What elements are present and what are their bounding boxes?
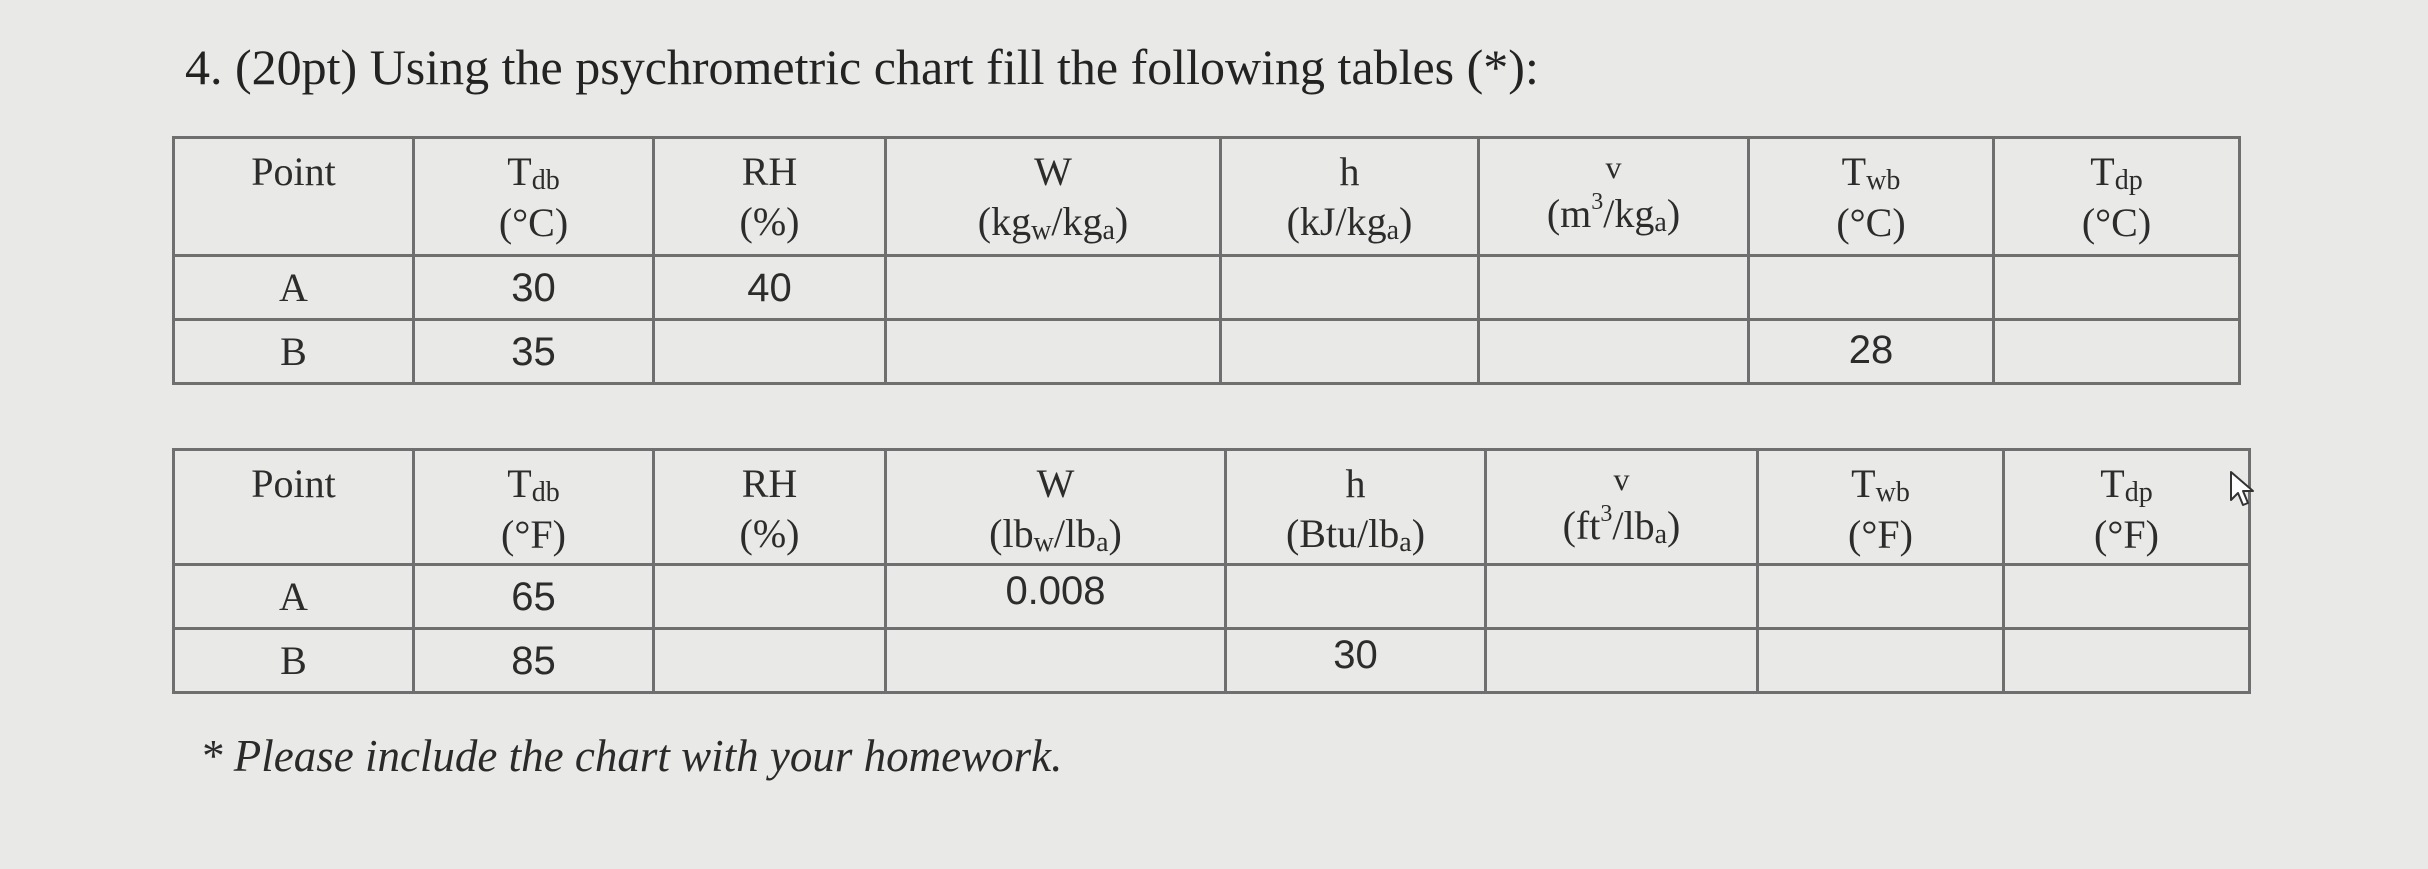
table-row — [174, 565, 2250, 629]
cell-w[interactable]: 0.008 — [886, 565, 1226, 629]
cell-tdp[interactable] — [1994, 320, 2240, 384]
cell-rh[interactable] — [654, 629, 886, 693]
header-point: Point — [174, 450, 414, 565]
cell-tdb[interactable]: 35 — [414, 320, 654, 384]
cell-point: B — [174, 320, 414, 384]
cell-w[interactable] — [886, 629, 1226, 693]
cell-twb[interactable]: 28 — [1749, 320, 1994, 384]
header-twb: $T_{wb}$ (°F) — [1758, 450, 2004, 565]
cell-tdp[interactable] — [2004, 565, 2250, 629]
mouse-cursor-icon — [2228, 470, 2260, 510]
cell-w[interactable] — [886, 256, 1221, 320]
cell-point: A — [174, 565, 414, 629]
header-specific-volume: v $(ft^3/lb_a)$ — [1486, 450, 1758, 565]
cell-tdb[interactable]: 30 — [414, 256, 654, 320]
ip-units-table — [172, 448, 2251, 694]
header-humidity-ratio: W $(lb_w/lb_a)$ — [886, 450, 1226, 565]
header-rh: RH (%) — [654, 138, 886, 256]
header-humidity-ratio: W $(kg_w/kg_a)$ — [886, 138, 1221, 256]
header-point: Point — [174, 138, 414, 256]
cell-v[interactable] — [1486, 565, 1758, 629]
cell-tdp[interactable] — [1994, 256, 2240, 320]
header-twb: $T_{wb}$ (°C) — [1749, 138, 1994, 256]
cell-twb[interactable] — [1758, 565, 2004, 629]
table-row — [174, 629, 2250, 693]
cell-v[interactable] — [1479, 256, 1749, 320]
cell-tdp[interactable] — [2004, 629, 2250, 693]
header-tdb: $T_{db}$ (°C) — [414, 138, 654, 256]
header-enthalpy: h $(Btu/lb_a)$ — [1226, 450, 1486, 565]
table-row — [174, 320, 2240, 384]
header-rh: RH (%) — [654, 450, 886, 565]
cell-rh[interactable]: 40 — [654, 256, 886, 320]
header-specific-volume: v $(m^3/kg_a)$ — [1479, 138, 1749, 256]
cell-twb[interactable] — [1758, 629, 2004, 693]
header-enthalpy: h $(kJ/kg_a)$ — [1221, 138, 1479, 256]
question-title: 4. (20pt) Using the psychrometric chart fill the following tables (*): — [185, 39, 1539, 95]
cell-rh[interactable] — [654, 320, 886, 384]
header-tdp: $T_{dp}$ (°C) — [1994, 138, 2240, 256]
cell-h[interactable]: 30 — [1226, 629, 1486, 693]
cell-w[interactable] — [886, 320, 1221, 384]
footnote: * Please include the chart with your homework. — [200, 731, 1063, 781]
cell-point: A — [174, 256, 414, 320]
cell-point: B — [174, 629, 414, 693]
header-tdp: $T_{dp}$ (°F) — [2004, 450, 2250, 565]
cell-rh[interactable] — [654, 565, 886, 629]
cell-v[interactable] — [1486, 629, 1758, 693]
cell-h[interactable] — [1226, 565, 1486, 629]
header-tdb: $T_{db}$ (°F) — [414, 450, 654, 565]
cell-h[interactable] — [1221, 256, 1479, 320]
si-units-table — [172, 136, 2241, 385]
cell-tdb[interactable]: 85 — [414, 629, 654, 693]
cell-twb[interactable] — [1749, 256, 1994, 320]
cell-v[interactable] — [1479, 320, 1749, 384]
cell-tdb[interactable]: 65 — [414, 565, 654, 629]
cell-h[interactable] — [1221, 320, 1479, 384]
table-row — [174, 256, 2240, 320]
